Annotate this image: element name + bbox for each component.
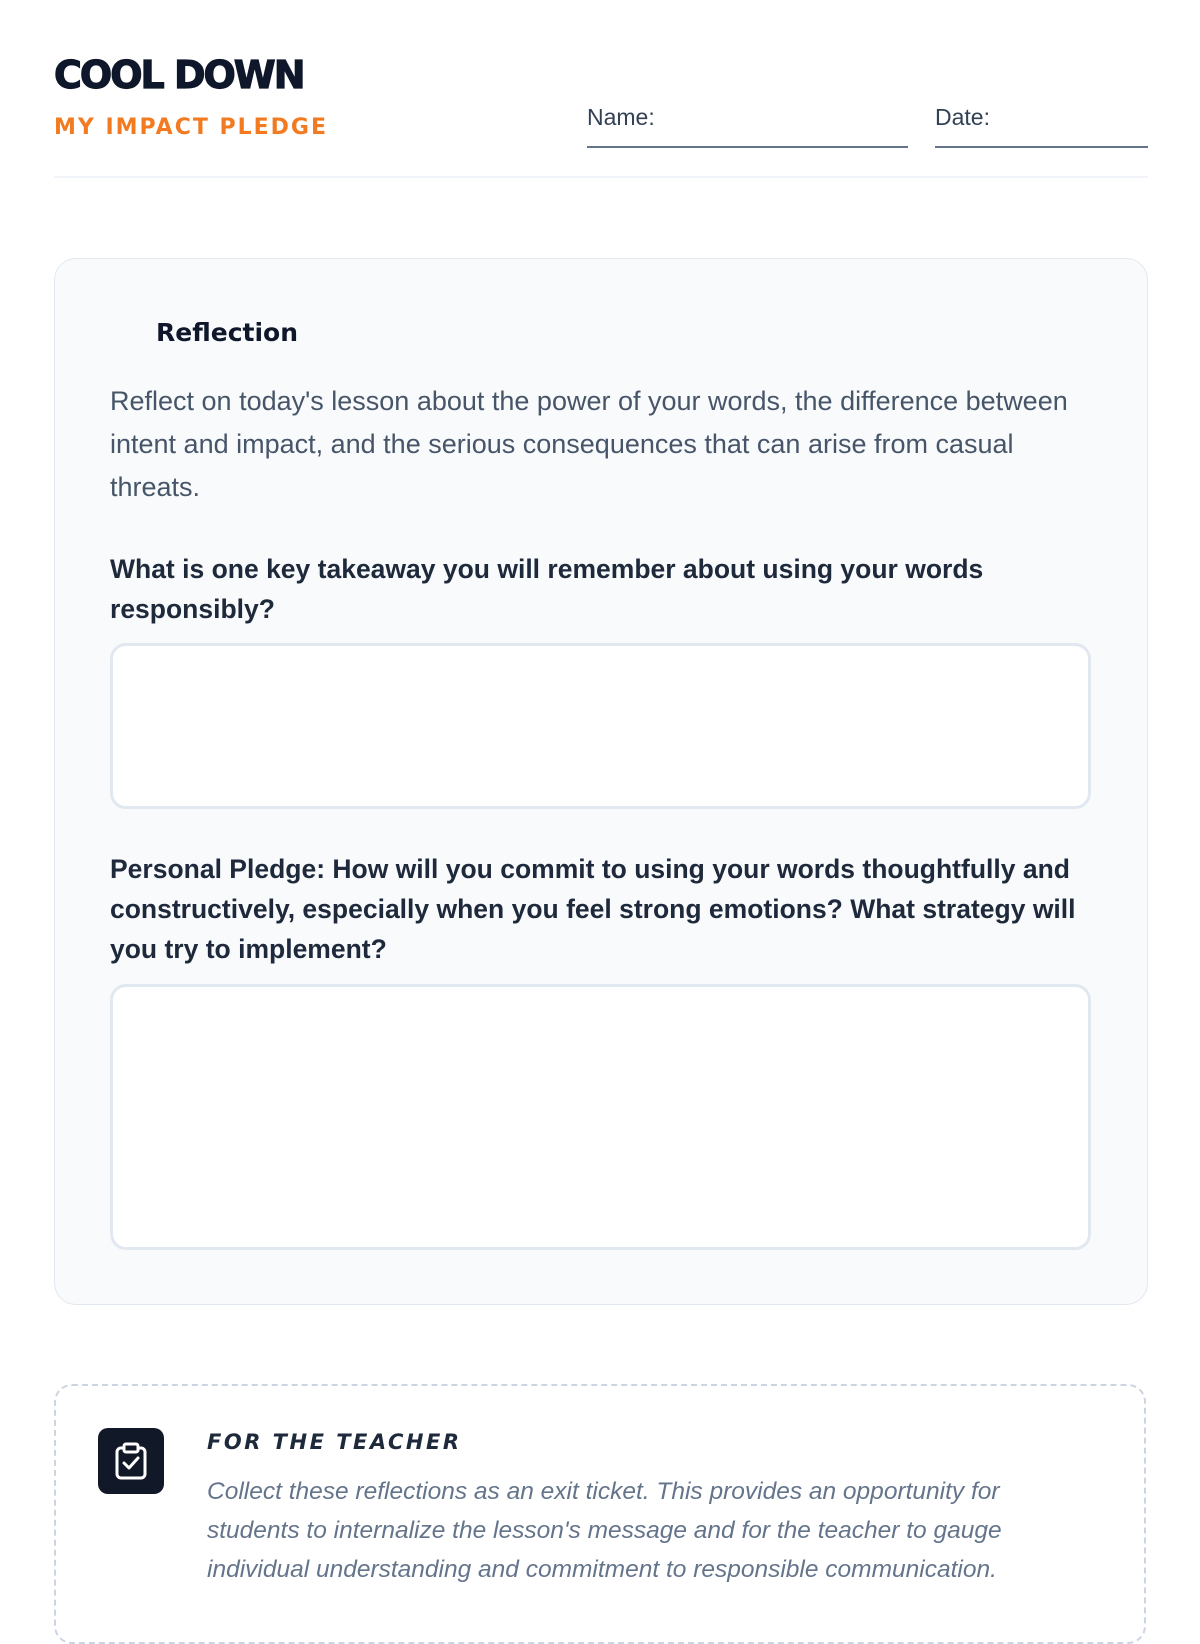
reflection-card bbox=[54, 258, 1148, 1305]
date-field[interactable] bbox=[935, 106, 1148, 148]
pledge-question: Personal Pledge: How will you commit to using your words thoughtfully and constructively, especially when you feel strong emotions? What strategy will you try to implement? bbox=[110, 854, 1076, 964]
reflection-intro: Reflect on today's lesson about the power of your words, the difference between intent and impact, and the serious consequences that can arise from casual threats. bbox=[110, 386, 1068, 502]
worksheet-header bbox=[54, 0, 1148, 178]
teacher-note bbox=[54, 1384, 1146, 1644]
page-title: COOL DOWN bbox=[54, 53, 304, 97]
name-field[interactable] bbox=[587, 106, 908, 148]
pledge-answer-box[interactable] bbox=[110, 984, 1091, 1250]
takeaway-question: What is one key takeaway you will remember about using your words responsibly? bbox=[110, 554, 984, 624]
reflection-title: Reflection bbox=[156, 318, 299, 347]
teacher-note-heading: FOR THE TEACHER bbox=[207, 1430, 462, 1454]
takeaway-answer-box[interactable] bbox=[110, 643, 1091, 809]
name-label: Name: bbox=[587, 104, 655, 130]
date-label: Date: bbox=[935, 104, 990, 130]
teacher-note-text: Collect these reflections as an exit ticket. This provides an opportunity for students to internalize the lesson's message and for the teacher to gauge individual understanding and commitment to responsible communication. bbox=[207, 1478, 1002, 1583]
page-subtitle: MY IMPACT PLEDGE bbox=[54, 115, 329, 140]
worksheet-page bbox=[54, 0, 1148, 1583]
clipboard-check-icon bbox=[98, 1428, 164, 1494]
